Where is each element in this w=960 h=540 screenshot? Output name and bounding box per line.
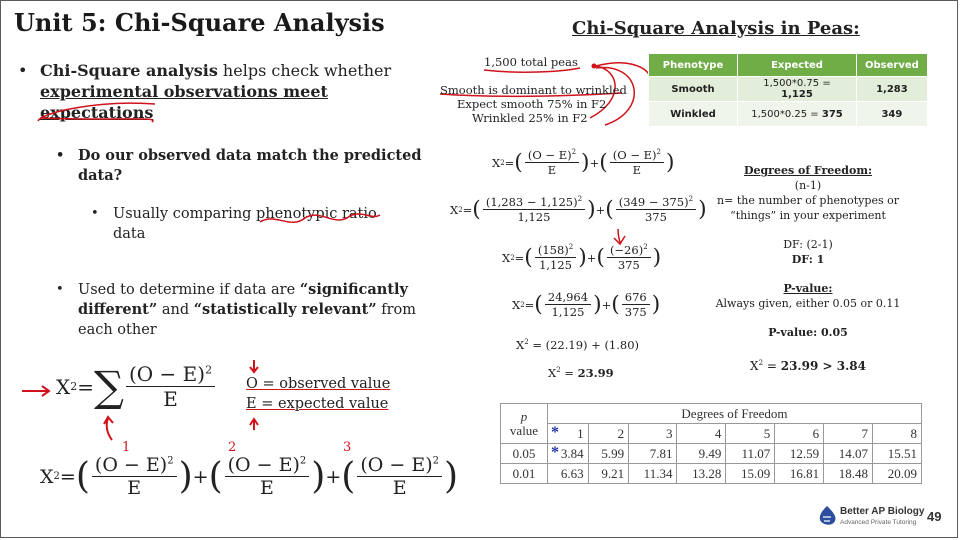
pea-table bbox=[648, 53, 928, 127]
o-definition: O = observed value bbox=[246, 376, 391, 392]
c3-a-sup: 2 bbox=[568, 243, 574, 252]
c3-eq: = bbox=[514, 250, 525, 265]
note-wrinkled: Wrinkled 25% in F2 bbox=[472, 111, 588, 125]
c4-sup: 2 bbox=[520, 300, 525, 309]
row-observed: 1,283 bbox=[857, 77, 928, 102]
c2-d: 375 bbox=[644, 210, 667, 224]
df-reference-table bbox=[500, 403, 922, 484]
c4-a: 24,964 bbox=[545, 290, 591, 305]
c3-a: (158) bbox=[537, 243, 569, 257]
c1-a: (O − E) bbox=[527, 148, 572, 162]
df-cell: 12.59 bbox=[775, 444, 824, 464]
df-col: 7 bbox=[824, 424, 873, 444]
formula-num: (O − E) bbox=[129, 362, 206, 386]
bullet-4: • Used to determine if data are “significantly different” and “statistically relevant” from each other bbox=[56, 281, 416, 338]
e-definition: E = expected value bbox=[246, 396, 389, 412]
header-observed: Observed bbox=[857, 54, 928, 77]
c2-a: (1,283 − 1,125) bbox=[485, 195, 578, 209]
df-value: DF: 1 bbox=[791, 253, 825, 266]
note-dominant: Smooth is dominant to wrinkled bbox=[440, 83, 627, 97]
term1-num: (O − E) bbox=[94, 454, 168, 476]
c2-sup: 2 bbox=[458, 205, 463, 214]
calc-line-4: X 2 = ( $\frac{24,964}{1,125}$ ) + ( $\frac{676}{375}$ ) bbox=[512, 290, 661, 319]
table-row bbox=[501, 444, 922, 464]
cmp-val: 23.99 bbox=[780, 359, 819, 373]
df-cell: 6.63 bbox=[548, 464, 589, 484]
dof-formula: (n-1) bbox=[794, 179, 822, 192]
df-cell: 3.84 bbox=[560, 445, 584, 461]
bullet-3-text: Usually comparing phenotypic ratio data bbox=[113, 206, 377, 242]
page-number: 49 bbox=[927, 509, 942, 524]
bullet-2-text: Do our observed data match the predicted data? bbox=[78, 147, 422, 184]
formula-fraction bbox=[126, 362, 215, 411]
formula-chi: X bbox=[56, 374, 71, 399]
c3-sup: 2 bbox=[510, 253, 515, 262]
term2-num: (O − E) bbox=[227, 454, 300, 476]
table-row bbox=[501, 464, 922, 484]
c1-sup: 2 bbox=[500, 158, 505, 167]
dof-desc2: “things” in your experiment bbox=[730, 209, 886, 222]
note-total: 1,500 total peas bbox=[484, 55, 578, 69]
c2-chi: X bbox=[450, 202, 459, 217]
bullet-4-pre: Used to determine if data are bbox=[78, 282, 300, 298]
row-phenotype: Winkled bbox=[649, 102, 738, 127]
df-cell: 16.81 bbox=[775, 464, 824, 484]
bullet-1-bold2: experimental observations meet expectations bbox=[40, 82, 328, 122]
term1-sup: 2 bbox=[167, 455, 174, 467]
table-row bbox=[649, 77, 928, 102]
df-cell: 15.51 bbox=[873, 444, 922, 464]
c5-chi: X bbox=[516, 338, 525, 352]
brand-name: Better AP Biology bbox=[840, 506, 925, 517]
expanded-formula: X 2 = ( $\frac{(O - E)^2}{E}$ ) + ( $\frac{(O - E)^2}{E}$ ) + ( $\frac{(O - E)^2}{E}$ ) bbox=[40, 454, 459, 499]
df-cell: 20.09 bbox=[873, 464, 922, 484]
c4-c: 676 bbox=[622, 290, 650, 305]
row-expected-expr: 1,500*0.25 = bbox=[751, 108, 822, 120]
note-smooth: Expect smooth 75% in F2 bbox=[457, 97, 607, 111]
c6-sup: 2 bbox=[556, 366, 561, 375]
bullet-4-post: from each other bbox=[78, 302, 416, 338]
c1-eq: = bbox=[504, 155, 515, 170]
calc-line-2: X 2 = ( $\frac{(1,283 - 1,125)^2}{1,125}$ ) + ( $\frac{(349 - 375)^2}{375}$ ) bbox=[450, 195, 707, 224]
cmp-op: > bbox=[818, 359, 837, 373]
df-row-p: 0.01 bbox=[501, 464, 548, 484]
c6-eq: = bbox=[560, 366, 578, 380]
df-header: Degrees of Freedom bbox=[548, 404, 922, 424]
df-cell: 9.49 bbox=[677, 444, 726, 464]
bullet-1-text: helps check whether bbox=[217, 61, 392, 80]
brand-logo-icon bbox=[816, 505, 838, 529]
dof-heading: Degrees of Freedom: bbox=[743, 164, 873, 177]
bullet-1-bold: Chi-Square analysis bbox=[40, 61, 218, 80]
df-cell: 11.07 bbox=[726, 444, 775, 464]
term3-sup: 2 bbox=[432, 455, 440, 467]
df-cell: 9.21 bbox=[588, 464, 629, 484]
c4-eq: = bbox=[524, 297, 535, 312]
expanded-chi: X bbox=[40, 465, 54, 488]
c3-b: 1,125 bbox=[539, 258, 572, 272]
df-col: 1 bbox=[577, 425, 584, 441]
c1-chi: X bbox=[492, 155, 501, 170]
term3-num: (O − E) bbox=[360, 454, 433, 476]
df-col: 8 bbox=[873, 424, 922, 444]
formula-sup: 2 bbox=[70, 380, 78, 393]
chi-square-formula bbox=[56, 362, 217, 411]
term3-den: E bbox=[392, 477, 407, 499]
row-phenotype: Smooth bbox=[649, 77, 738, 102]
bullet-4-q1: “significantly different” bbox=[78, 281, 408, 318]
bullet-3: • Usually comparing phenotypic ratio data bbox=[91, 206, 377, 242]
df-col: 4 bbox=[677, 424, 726, 444]
cmp-chi: X bbox=[750, 359, 759, 373]
formula-den: E bbox=[163, 387, 178, 411]
calc-line-1: X 2 = ( $\frac{(O - E)^2}{E}$ ) + ( $\frac{(O - E)^2}{E}$ ) bbox=[492, 148, 675, 177]
ink-mark-3: 3 bbox=[343, 440, 352, 455]
formula-num-sup: 2 bbox=[205, 363, 213, 377]
dof-desc1: n= the number of phenotypes or bbox=[717, 194, 899, 207]
cmp-sup: 2 bbox=[758, 359, 764, 367]
df-cell: 5.99 bbox=[588, 444, 629, 464]
slide-title: Unit 5: Chi-Square Analysis bbox=[14, 8, 385, 37]
c5-sup: 2 bbox=[524, 338, 529, 347]
c3-c: (−26) bbox=[609, 243, 644, 257]
comparison bbox=[700, 356, 916, 374]
df-col: 2 bbox=[588, 424, 629, 444]
c2-a-sup: 2 bbox=[577, 195, 583, 204]
df-col: 6 bbox=[775, 424, 824, 444]
ink-mark-2: 2 bbox=[228, 440, 237, 455]
c4-chi: X bbox=[512, 297, 521, 312]
brand-tagline: Advanced Private Tutoring bbox=[840, 519, 917, 526]
calc-line-5 bbox=[516, 338, 639, 352]
p-desc: Always given, either 0.05 or 0.11 bbox=[715, 297, 901, 310]
term2-sup: 2 bbox=[299, 455, 307, 467]
expanded-eq: = bbox=[59, 465, 76, 488]
df-cell: 15.09 bbox=[726, 464, 775, 484]
c6-chi: X bbox=[548, 366, 557, 380]
c1-a-sup: 2 bbox=[571, 148, 577, 157]
c6-result: 23.99 bbox=[577, 366, 614, 380]
row-observed: 349 bbox=[857, 102, 928, 127]
p-value: P-value: 0.05 bbox=[768, 326, 848, 339]
c2-c: (349 − 375) bbox=[618, 195, 689, 209]
calc-line-6 bbox=[548, 366, 614, 380]
c3-chi: X bbox=[502, 250, 511, 265]
df-value-label: value bbox=[509, 422, 539, 438]
c5-text: = (22.19) + (1.80) bbox=[532, 338, 640, 352]
df-col: 3 bbox=[629, 424, 677, 444]
df-cell: 7.81 bbox=[629, 444, 677, 464]
bullet-2: • Do our observed data match the predicted data? bbox=[56, 147, 422, 184]
df-row-p: 0.05 bbox=[501, 444, 548, 464]
header-phenotype: Phenotype bbox=[649, 54, 738, 77]
star-icon: * bbox=[551, 424, 559, 441]
c1-d: E bbox=[632, 163, 642, 177]
row-expected-expr: 1,500*0.75 = bbox=[763, 78, 831, 89]
ink-mark-1: 1 bbox=[122, 440, 131, 455]
c2-c-sup: 2 bbox=[688, 195, 694, 204]
dof-panel bbox=[700, 163, 916, 374]
df-cell: 18.48 bbox=[824, 464, 873, 484]
df-col: 5 bbox=[726, 424, 775, 444]
c1-c-sup: 2 bbox=[656, 148, 661, 157]
c1-c: (O − E) bbox=[612, 148, 657, 162]
cmp-eq: = bbox=[763, 359, 781, 373]
star-icon: * bbox=[551, 444, 559, 461]
row-expected-val: 375 bbox=[821, 108, 843, 120]
cmp-crit: 3.84 bbox=[836, 359, 866, 373]
c2-b: 1,125 bbox=[517, 210, 551, 224]
c3-d: 375 bbox=[617, 258, 640, 272]
df-cell: 13.28 bbox=[677, 464, 726, 484]
c1-b: E bbox=[547, 163, 557, 177]
c2-eq: = bbox=[462, 202, 473, 217]
calc-line-3: X 2 = ( $\frac{(158)^2}{1,125}$ ) + ( $\frac{(-26)^2}{375}$ ) bbox=[502, 243, 662, 272]
df-calc: DF: (2-1) bbox=[783, 238, 833, 251]
right-title: Chi-Square Analysis in Peas: bbox=[572, 18, 860, 39]
bullet-4-mid: and bbox=[157, 302, 194, 318]
table-row bbox=[649, 102, 928, 127]
c4-b: 1,125 bbox=[551, 305, 585, 319]
df-cell: 14.07 bbox=[824, 444, 873, 464]
row-expected-val: 1,125 bbox=[781, 89, 813, 100]
bullet-4-q2: “statistically relevant” bbox=[193, 301, 377, 318]
formula-eq: = bbox=[77, 374, 95, 399]
df-cell: 11.34 bbox=[629, 464, 677, 484]
p-heading: P-value: bbox=[783, 282, 833, 295]
header-expected: Expected bbox=[738, 54, 857, 77]
c4-d: 375 bbox=[624, 305, 647, 319]
bullet-1: • Chi-Square analysis helps check whether experimental observations meet expectations bbox=[18, 61, 392, 122]
term1-den: E bbox=[127, 477, 142, 499]
c3-c-sup: 2 bbox=[643, 243, 648, 252]
sigma-symbol: ∑ bbox=[94, 361, 124, 411]
df-p-label: p bbox=[520, 408, 528, 424]
oe-definitions bbox=[246, 374, 390, 414]
term2-den: E bbox=[260, 477, 274, 499]
brand bbox=[840, 506, 924, 528]
expanded-sup: 2 bbox=[53, 471, 60, 482]
